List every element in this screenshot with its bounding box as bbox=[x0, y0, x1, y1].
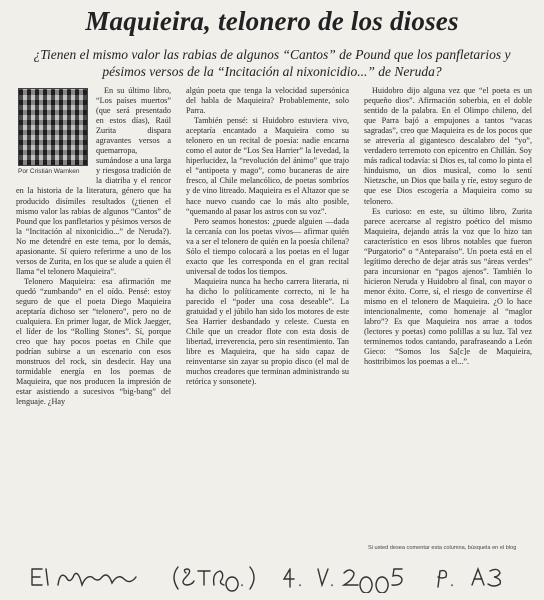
article-column-1 bbox=[16, 86, 171, 556]
blog-footnote: Si usted desea comentar esta columna, búsquela en el blog bbox=[368, 545, 517, 551]
paragraph: Es curioso: en este, su último libro, Zurita parece acercarse al registro poético del mismo Maquieira, dejando atrás la voz que lo hizo tan característico en esos libros notables que fueron “Purgatorio” o “Anteparaíso”. Un poeta está en el legítimo derecho de dejar atrás sus “áreas verdes” para incursionar en “pagos ajenos”. También lo hicieron Neruda y Huidobro al final, con mayor o menor éxito. Corre, sí, el riesgo de convertirse él mismo en el telonero de Maquieira. ¿O lo hace intencionalmente, como homenaje al “maglor labro”? Es que Maquieira nos arrae a todos (lectores y poetas) como polillas a su luz. Tal vez terminemos todos cantando, parafraseando a León Gieco: “Somos los Sa[c]e de Maquieira, hosttribimos los poemas a el...”. bbox=[364, 206, 532, 367]
article-title: Maquieira, telonero de los dioses bbox=[85, 6, 459, 36]
photo-caption: Por Cristián Warnken bbox=[18, 168, 80, 175]
paragraph: algún poeta que tenga la velocidad supersónica del habla de Maquieira? Probablemente, solo Parra. bbox=[186, 86, 349, 116]
article-column-2 bbox=[186, 86, 349, 556]
paragraph: En su último libro, “Los países muertos” (que será presentado en estos días), Raúl Zurita dispara agravantes versos a quemarropa, sumándose a una larga y riesgosa tradición de la diatriba y el rencor en la historia de la literatura, género que ha producido disímiles resultados (¿tienen el mismo valor las rabias de algunos “Cantos” de Pound que los panfletarios y pésimos versos de la “Incitación al nixonicidio...” de Neruda?). No me detendré en este tema, por lo demás, apasionante. Sí quiero referirme a uno de los versos de Zurita, en los que se alude a quien él llama “el telonero Maquieira”. bbox=[16, 86, 171, 276]
handwritten-source-note bbox=[28, 563, 528, 593]
author-photo-block bbox=[16, 88, 90, 176]
article-deck: ¿Tienen el mismo valor las rabias de algunos “Cantos” de Pound que los panfletarios y pésimos versos de la “Incitación al nixonicidio...” de Neruda? bbox=[33, 47, 511, 79]
paragraph: Huidobro dijo alguna vez que “el poeta es un pequeño dios”. Afirmación soberbia, en el doble sentido de la palabra. En el Olimpo chileno, del que Parra bajó a empujones a tantos “vacas sagradas”, creo que Maquieira es de los pocos que se atrevería al gigantesco descalabro del “yo”, verdadero terremoto con epicentro en Chillán. Soy más radical todavía: si Dios es, tal como lo pinta el hinduismo, un dios musical, como lo sentí Nietzsche, un Dios que baila y ríe, estoy seguro de que ese Dios escogería a Maquieira como su telonero. bbox=[364, 86, 532, 206]
paragraph: Telonero Maquieira: esa afirmación me quedó “zumbando” en el oído. Pensé: estoy seguro de que el poeta Diego Maquieira aceptaría dichoso ser “telonero”, pero no de cualquiera. En primer lugar, de Mick Jaegger, el líder de los “Rolling Stones”. Sí, porque creo que hay pocos poetas en Chile que podrían subirse a un escenario con esos monstruos del rock, sin desdecir. Hay una tormidable energía en los poemas de Maquieira, que nos producen la impresión de estar asistiendo a sucesivos “big-bang” del lenguaje. ¿Hay bbox=[16, 276, 171, 407]
author-photo bbox=[18, 88, 88, 166]
handwritten-signature-image bbox=[28, 563, 528, 593]
paragraph: También pensé: si Huidobro estuviera vivo, aceptaría encantado a Maquieira como su telonero en un recital de poesía: nadie encarna como el autor de “Los Sea Harrier” la levedad, la hiperlucidez, la “revolución del ánimo” que trajo el “antipoeta y mago”, como bucaneras de aire fresco, al Chile melancólico, de poetas sombríos y de vino litreado. Maquieira es el Altazor que se hace nuevo cuando cae lo más alto posible, “quemando al pasar los astros con su voz”. bbox=[186, 116, 349, 216]
paragraph: Maquieira nunca ha hecho carrera literaria, ni ha dicho lo políticamente correcto, ni le ha parecido el “poder una cosa deseable”. La gratuidad y el júbilo han sido los motores de este Sea Harrier desbandado y celeste. Cuesta en Chile que un creador flote con esta dosis de libertad, irreverencia, pero sin resentimiento. Tan libre es Maquieira, que ha sido capaz de reinventarse sin zayar su propio disco (el mal de muchos creadores que terminan administrando su retórica y sonsonete). bbox=[186, 276, 349, 387]
paragraph: Pero seamos honestos: ¿puede alguien —dada la cercanía con los poetas vivos— afirmar quién va a ser el telonero de quién en la poesía chilena? Sólo el tiempo colocará a los poetas en el lugar exacto que les corresponda en el gran recital universal de todos los tiempos. bbox=[186, 216, 349, 276]
article-column-3 bbox=[364, 86, 532, 541]
